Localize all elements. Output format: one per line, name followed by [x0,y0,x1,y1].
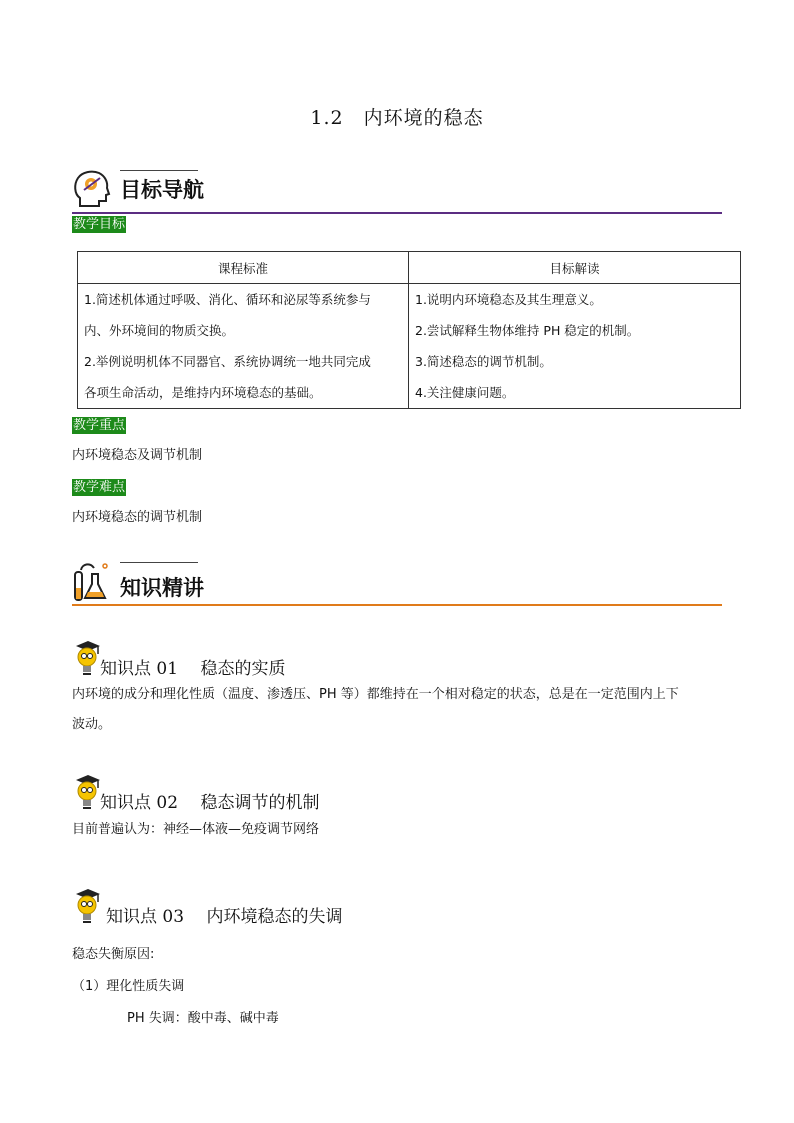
tag-difficulty: 教学难点 [73,480,126,495]
knowledge-point-02 [72,774,722,814]
difficulty-text: 内环境稳态的调节机制 [72,510,203,525]
table-line: 2.举例说明机体不同器官、系统协调统一地共同完成 [84,354,371,369]
table-line: 4.关注健康问题。 [415,385,515,400]
tag-focus: 教学重点 [73,418,126,433]
knowledge-text: 波动。 [72,717,112,732]
section-rule-nav [72,212,722,214]
table-line: 1.简述机体通过呼吸、消化、循环和泌尿等系统参与 [84,292,371,307]
table-cell-interpretation [409,284,741,409]
knowledge-point-title: 知识点 01 稳态的实质 [100,659,286,679]
section-rule-knowledge [72,604,722,606]
tag-goals: 教学目标 [73,217,126,232]
flask-icon [72,560,112,602]
knowledge-text: PH 失调：酸中毒、碱中毒 [127,1011,279,1026]
knowledge-text: 目前普遍认为：神经—体液—免疫调节网络 [72,822,320,837]
table-line: 各项生命活动，是维持内环境稳态的基础。 [84,385,322,400]
section-title-knowledge: 知识精讲 [120,576,204,600]
table-line: 2.尝试解释生物体维持 PH 稳定的机制。 [415,323,640,338]
knowledge-point-03 [72,888,722,928]
knowledge-point-01 [72,640,722,680]
section-title-nav: 目标导航 [120,178,204,202]
focus-text: 内环境稳态及调节机制 [72,448,203,463]
scholar-bulb-icon [72,640,102,678]
scholar-bulb-icon [72,888,102,926]
knowledge-text: 稳态失衡原因: [72,947,155,962]
scholar-bulb-icon [72,774,102,812]
goals-table [77,251,741,409]
table-cell-standard [78,284,409,409]
head-gear-icon [72,168,112,210]
knowledge-text: 内环境的成分和理化性质（温度、渗透压、PH 等）都维持在一个相对稳定的状态，总是在一定范围内上下 [72,687,679,702]
table-header-standard: 课程标准 [78,252,409,284]
table-header-interpretation: 目标解读 [409,252,741,284]
page-title: 1.2 内环境的稳态 [310,107,484,129]
knowledge-text: （1）理化性质失调 [72,979,185,994]
table-line: 1.说明内环境稳态及其生理意义。 [415,292,602,307]
knowledge-point-title: 知识点 02 稳态调节的机制 [100,793,320,813]
knowledge-point-title: 知识点 03 内环境稳态的失调 [106,907,343,927]
section-header-nav [72,168,722,214]
table-line: 内、外环境间的物质交换。 [84,323,235,338]
table-line: 3.简述稳态的调节机制。 [415,354,552,369]
section-header-knowledge [72,560,722,606]
